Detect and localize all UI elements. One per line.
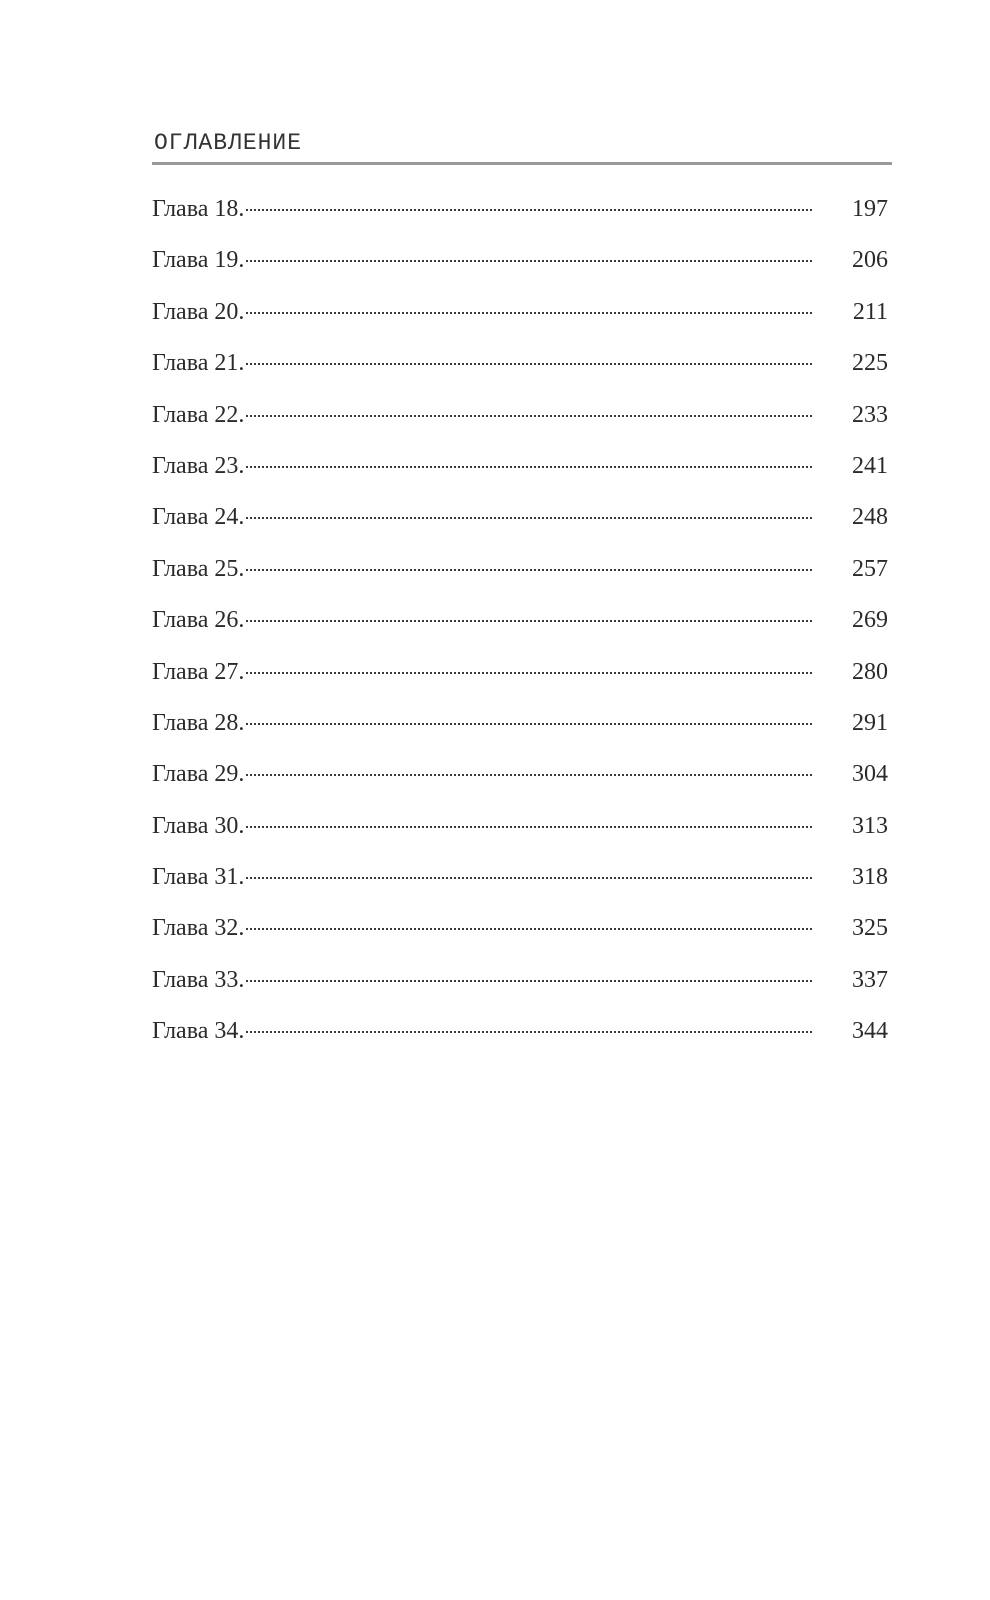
toc-entry-label: Глава 32.: [152, 915, 245, 942]
toc-entry-label: Глава 20.: [152, 298, 245, 325]
toc-entry-label: Глава 28.: [152, 709, 245, 736]
header-rule: [152, 162, 892, 165]
dot-leader: [246, 672, 812, 674]
toc-entry-label: Глава 22.: [152, 401, 245, 428]
toc-entry-label: Глава 30.: [152, 812, 245, 839]
toc-entry-label: Глава 25.: [152, 555, 245, 582]
page-title: ОГЛАВЛЕНИЕ: [154, 130, 303, 156]
dot-leader: [246, 363, 812, 365]
toc-entry-page: 269: [852, 607, 888, 634]
toc-entry-page: 280: [852, 658, 888, 685]
toc-entry-label: Глава 19.: [152, 247, 245, 274]
toc-entry: [152, 556, 888, 607]
dot-leader: [246, 569, 812, 571]
dot-leader: [246, 980, 812, 982]
toc-entry-page: 304: [852, 761, 888, 788]
toc-entry: [152, 196, 888, 247]
toc-entry-page: 257: [852, 555, 888, 582]
toc-entry-label: Глава 23.: [152, 452, 245, 479]
dot-leader: [246, 312, 812, 314]
dot-leader: [246, 517, 812, 519]
dot-leader: [246, 620, 812, 622]
toc-entry: [152, 350, 888, 401]
dot-leader: [246, 466, 812, 468]
page-header: [152, 128, 892, 165]
toc-entry: [152, 915, 888, 966]
dot-leader: [246, 1031, 812, 1033]
toc-entry: [152, 761, 888, 812]
toc-entry-page: 225: [852, 350, 888, 377]
dot-leader: [246, 415, 812, 417]
table-of-contents: [152, 196, 888, 1070]
toc-entry: [152, 659, 888, 710]
toc-entry-label: Глава 31.: [152, 864, 245, 891]
dot-leader: [246, 723, 812, 725]
toc-entry-page: 318: [852, 864, 888, 891]
toc-entry: [152, 864, 888, 915]
toc-entry-label: Глава 27.: [152, 658, 245, 685]
toc-entry: [152, 453, 888, 504]
toc-entry-page: 291: [852, 709, 888, 736]
toc-entry-page: 337: [852, 966, 888, 993]
toc-entry-page: 211: [852, 298, 888, 325]
dot-leader: [246, 877, 812, 879]
toc-entry-page: 248: [852, 504, 888, 531]
toc-entry: [152, 1018, 888, 1069]
toc-entry-label: Глава 24.: [152, 504, 245, 531]
toc-entry-page: 344: [852, 1018, 888, 1045]
toc-entry-page: 241: [852, 452, 888, 479]
toc-entry-page: 233: [852, 401, 888, 428]
toc-entry: [152, 247, 888, 298]
toc-entry: [152, 607, 888, 658]
dot-leader: [246, 928, 812, 930]
toc-entry-label: Глава 34.: [152, 1018, 245, 1045]
toc-entry-label: Глава 33.: [152, 966, 245, 993]
toc-entry: [152, 813, 888, 864]
toc-entry: [152, 710, 888, 761]
dot-leader: [246, 260, 812, 262]
toc-entry-label: Глава 26.: [152, 607, 245, 634]
dot-leader: [246, 826, 812, 828]
toc-entry: [152, 504, 888, 555]
toc-entry-page: 325: [852, 915, 888, 942]
toc-entry: [152, 967, 888, 1018]
dot-leader: [246, 209, 812, 211]
toc-entry-page: 206: [852, 247, 888, 274]
toc-entry-label: Глава 18.: [152, 196, 245, 222]
toc-entry-page: 313: [852, 812, 888, 839]
toc-entry-page: 197: [852, 196, 888, 222]
dot-leader: [246, 774, 812, 776]
toc-entry: [152, 299, 888, 350]
toc-entry-label: Глава 21.: [152, 350, 245, 377]
toc-entry: [152, 402, 888, 453]
toc-entry-label: Глава 29.: [152, 761, 245, 788]
